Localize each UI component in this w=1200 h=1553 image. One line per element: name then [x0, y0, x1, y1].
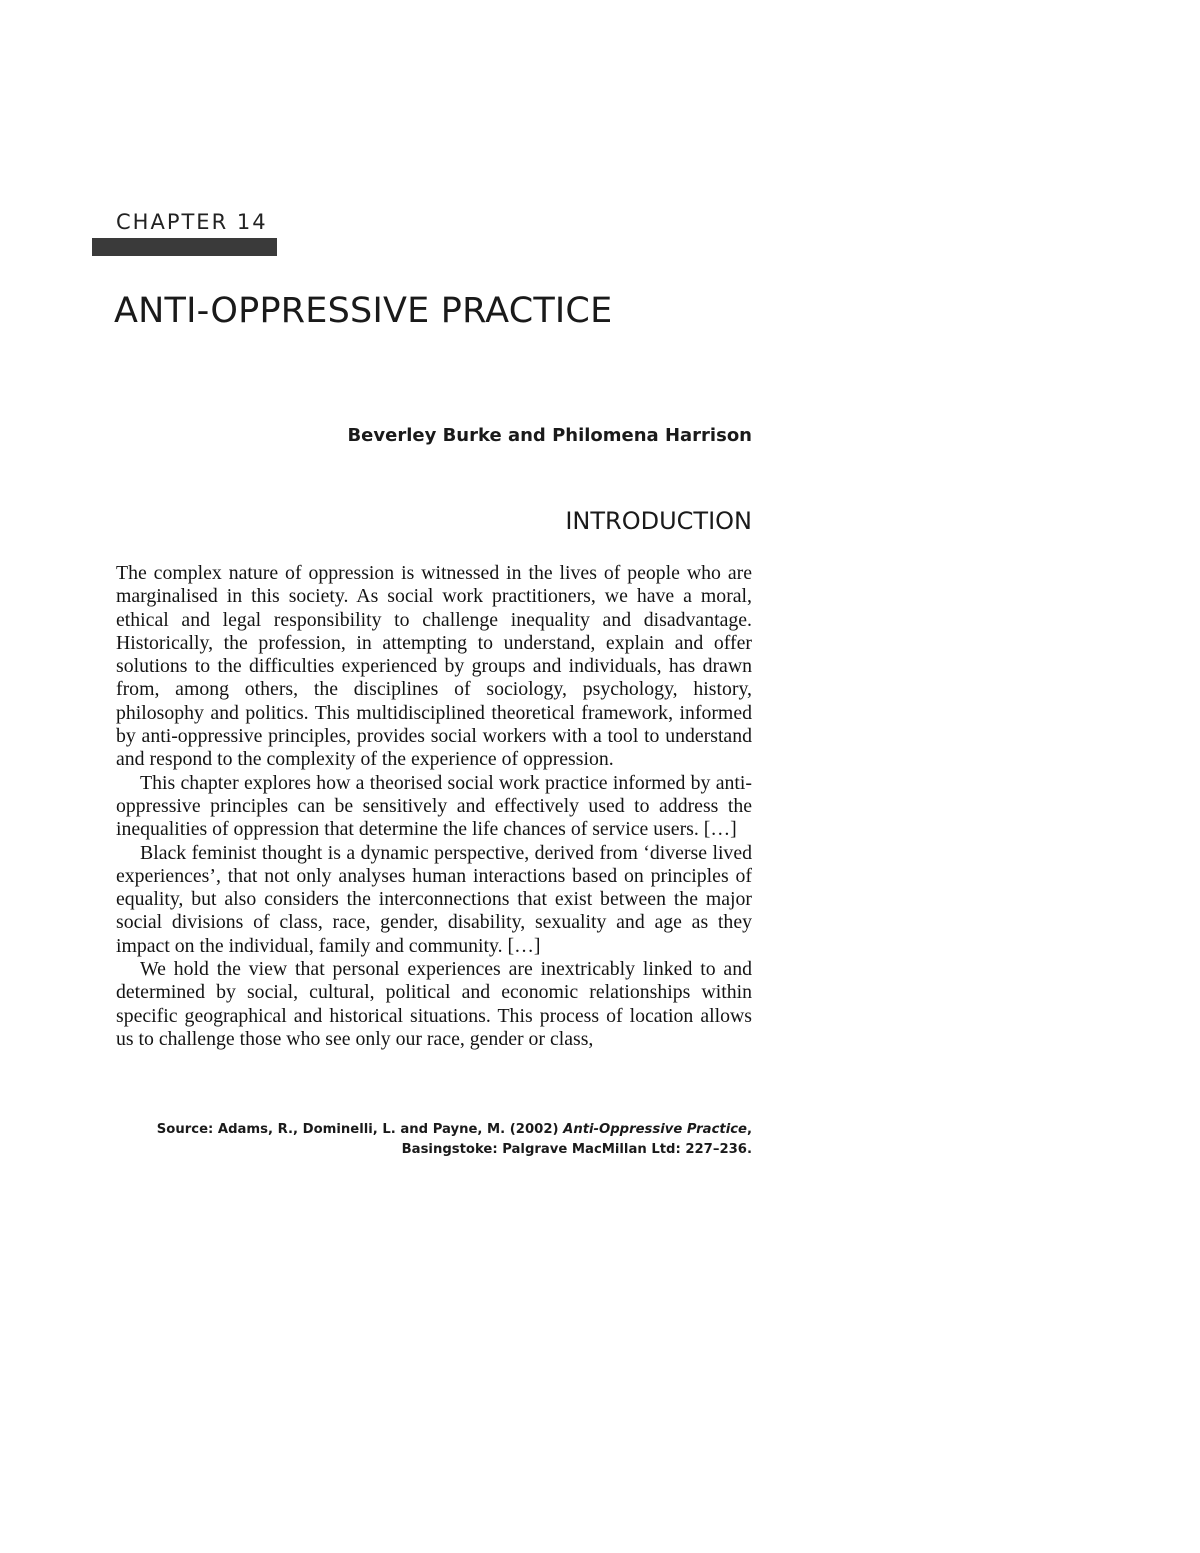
paragraph-2: This chapter explores how a theorised social work practice informed by anti-oppressive principles can be sensitively and effectively used to address the inequalities of oppression that determine the life chances of service users. […]	[116, 771, 752, 841]
source-citation	[116, 1120, 752, 1160]
paragraph-1: The complex nature of oppression is witnessed in the lives of people who are marginalised in this society. As social work practitioners, we have a moral, ethical and legal responsibility to challenge inequality and disadvantage. Historically, the profession, in attempting to understand, explain and offer solutions to the difficulties experienced by groups and individuals, has drawn from, among others, the disciplines of sociology, psychology, history, philosophy and politics. This multidisciplined theoretical framework, informed by anti-oppressive principles, provides social workers with a tool to understand and respond to the complexity of the experience of oppression.	[116, 562, 752, 771]
chapter-rule-bar	[92, 238, 277, 256]
source-suffix: , Basingstoke: Palgrave MacMillan Ltd: 227–236.	[401, 1122, 752, 1157]
chapter-title: ANTI-OPPRESSIVE PRACTICE	[114, 291, 613, 331]
body-text	[116, 562, 752, 1051]
paragraph-4: We hold the view that personal experiences are inextricably linked to and determined by social, cultural, political and economic relationships within specific geographical and historical situations. This process of location allows us to challenge those who see only our race, gender or class,	[116, 958, 752, 1050]
chapter-authors: Beverley Burke and Philomena Harrison	[347, 425, 752, 446]
paragraph-3: Black feminist thought is a dynamic perspective, derived from ‘diverse lived experiences’, that not only analyses human interactions based on principles of equality, but also considers the interconnections that exist between the major social divisions of class, race, gender, disability, sexuality and age as they impact on the individual, family and community. […]	[116, 841, 752, 957]
section-heading: INTRODUCTION	[565, 507, 752, 535]
source-prefix: Source: Adams, R., Dominelli, L. and Payne, M. (2002)	[156, 1122, 564, 1137]
chapter-label: CHAPTER 14	[116, 210, 268, 234]
source-book-title: Anti-Oppressive Practice	[563, 1122, 747, 1137]
